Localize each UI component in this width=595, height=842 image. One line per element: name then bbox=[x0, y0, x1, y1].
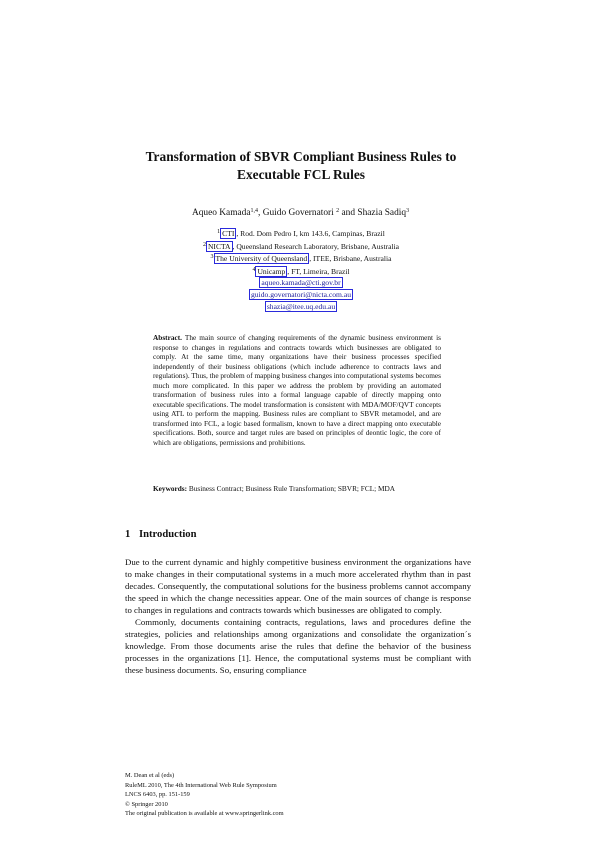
keywords-label: Keywords: bbox=[153, 484, 188, 493]
paper-title bbox=[100, 148, 502, 184]
body-paragraph: Commonly, documents containing contracts, regulations, laws and procedures define the strategies, policies and relationships among organizations and consolidate the organization´s knowledge. From those documents arise the rules that define the behavior of the business processes in the organizations [1]. Hence, the computational systems must be compliant with these business documents. So, ensuring compliance bbox=[125, 617, 471, 675]
author-name: Guido Governatori bbox=[262, 208, 334, 218]
email-link[interactable]: aqueo.kamada@cti.gov.br bbox=[261, 278, 341, 288]
affiliation-text: , ITEE, Brisbane, Australia bbox=[309, 254, 392, 264]
affiliation-mark: 1 bbox=[217, 229, 221, 235]
section-number: 1 bbox=[125, 529, 131, 540]
author-affiliation-mark: 2 bbox=[336, 208, 340, 214]
email-link[interactable]: shazia@itee.uq.edu.au bbox=[266, 301, 336, 311]
footer-line: RuleML 2010, The 4th International Web Rule Symposium bbox=[125, 781, 277, 789]
author-separator: and bbox=[339, 208, 358, 218]
affiliation-text: , Queensland Research Laboratory, Brisbane, Australia bbox=[232, 241, 400, 251]
email-line bbox=[110, 277, 492, 289]
title-line-1: Transformation of SBVR Compliant Business Rules to bbox=[145, 149, 457, 164]
footer-line: LNCS 6403, pp. 151-159 bbox=[125, 791, 190, 799]
title-line-2: Executable FCL Rules bbox=[237, 167, 365, 182]
affiliation-link[interactable]: NICTA bbox=[207, 241, 231, 251]
affiliations bbox=[110, 227, 492, 312]
author-affiliation-mark: 3 bbox=[406, 208, 410, 214]
footer-line: M. Dean et al (eds) bbox=[125, 772, 175, 779]
email-line bbox=[110, 289, 492, 301]
abstract-label: Abstract. bbox=[153, 333, 182, 342]
abstract bbox=[153, 333, 441, 448]
affiliation-link[interactable]: CTI bbox=[222, 229, 235, 238]
affiliation-mark: 4 bbox=[252, 266, 256, 273]
affiliation-text: , Rod. Dom Pedro I, km 143.6, Campinas, Brazil bbox=[236, 229, 385, 238]
section-heading bbox=[125, 529, 197, 540]
footer-line: © Springer 2010 bbox=[125, 800, 168, 808]
affiliation-line bbox=[110, 227, 492, 240]
keywords-text: Business Contract; Business Rule Transformation; SBVR; FCL; MDA bbox=[188, 484, 396, 493]
author-separator: , bbox=[258, 208, 263, 218]
affiliation-line bbox=[110, 240, 492, 253]
affiliation-link[interactable]: The University of Queensland bbox=[215, 254, 308, 264]
affiliation-text: , FT, Limeira, Brazil bbox=[287, 266, 350, 276]
author-name: Shazia Sadiq bbox=[357, 208, 407, 218]
affiliation-line bbox=[110, 265, 492, 278]
affiliation-mark: 2 bbox=[202, 241, 206, 248]
publication-footer bbox=[125, 771, 465, 819]
body-text bbox=[125, 556, 471, 676]
affiliation-mark: 3 bbox=[210, 254, 214, 261]
author-affiliation-mark: 1,4 bbox=[250, 208, 259, 214]
section-title: Introduction bbox=[139, 529, 197, 540]
abstract-text: The main source of changing requirements of the dynamic business environment is response to changes in regulations and contracts towards which businesses are obligated to comply. At the same time, many organizations have their business processes specified independently of their business obligations (which include adherence to contracts laws and regulations). Thus, the problem of mapping business changes into computational systems becomes much more complicated. In this paper we address the problem by providing an automated transformation of business rules into a formal language capable of directly mapping onto executable specifications. The model transformation is consistent with MDA/MOF/QVT concepts using ATL to perform the mapping. Business rules are compliant to SBVR metamodel, and are transformed into FCL, a logic based formalism, known to have a direct mapping onto executable specifications. Both, source and target rules are based on principles of deontic logic, the core of which are obligations, permissions and prohibitions. bbox=[153, 333, 441, 448]
author-list bbox=[80, 205, 521, 219]
keywords bbox=[153, 484, 441, 494]
footer-line: The original publication is available at www.springerlink.com bbox=[125, 810, 284, 818]
affiliation-link[interactable]: Unicamp bbox=[257, 266, 286, 276]
body-paragraph: Due to the current dynamic and highly competitive business environment the organizations have to make changes in their computational systems in a much more accelerated rhythm than in past decades. Consequently, the computational solutions for the business problems cannot accompany the speed in which the change necessities appear. One of the main sources of change is response to changes in regulations and contracts towards which businesses are obligated to comply. bbox=[125, 557, 471, 615]
affiliation-line bbox=[110, 252, 492, 265]
email-link[interactable]: guido.governatori@nicta.com.au bbox=[251, 289, 351, 299]
author-name: Aqueo Kamada bbox=[191, 208, 251, 218]
email-line bbox=[110, 301, 492, 313]
